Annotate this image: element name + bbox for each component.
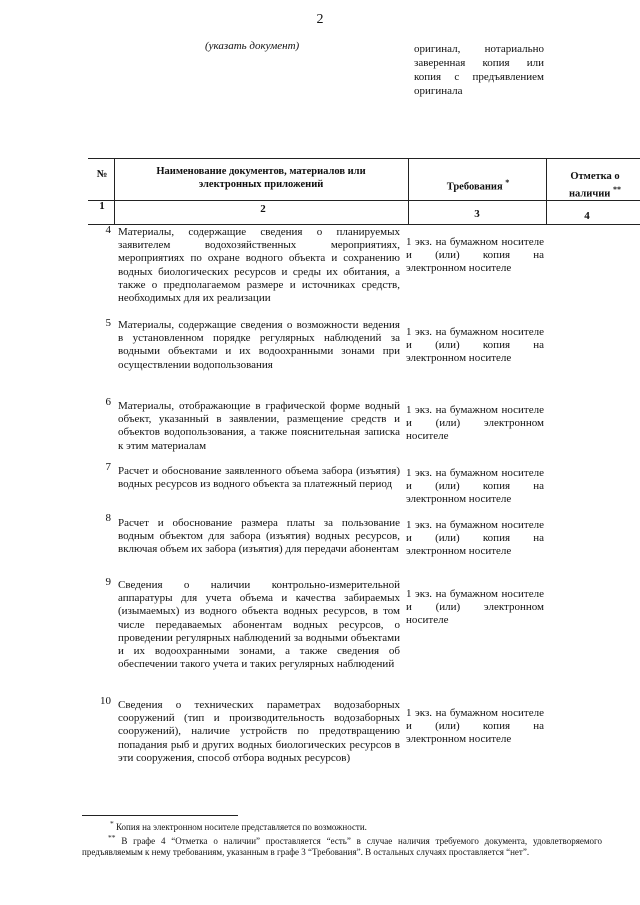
indicate-document-note: (указать документ) <box>205 40 300 52</box>
row-description: Материалы, содержащие сведения о планируемых заявителем водохозяйственных мероприятиях, мероприятиях по охране водного объекта и сохранению водных биологических ресурсов и среды их обитания, а также о предполагаемом размере и источниках средств, необходимых для их реализации <box>118 226 400 305</box>
col-divider-2 <box>408 158 409 224</box>
row-requirement: 1 экз. на бумажном носителе и (или) копия на электронном носителе <box>406 707 544 746</box>
footnote-1: * Копия на электронном носителе представляется по возможности. <box>110 819 367 832</box>
header-num: № <box>96 169 108 180</box>
col-divider-3 <box>546 158 547 224</box>
row-number: 9 <box>105 576 111 588</box>
header-name: Наименование документов, материалов или электронных приложений <box>156 166 366 190</box>
row-requirement: 1 экз. на бумажном носителе и (или) копия на электронном носителе <box>406 326 544 365</box>
row-requirement: 1 экз. на бумажном носителе и (или) электронном носителе <box>406 404 544 443</box>
row-description: Расчет и обоснование размера платы за пользование водным объектом для забора (изъятия) водных ресурсов, включая объем их забора (изъятия) для передачи абонентам <box>118 517 400 556</box>
column-number-1: 1 <box>99 200 105 212</box>
row-number: 5 <box>105 317 111 329</box>
row-requirement: 1 экз. на бумажном носителе и (или) копия на электронном носителе <box>406 236 544 275</box>
column-number-3: 3 <box>474 208 480 220</box>
footnote-separator <box>82 815 238 816</box>
row-number: 8 <box>105 512 111 524</box>
col-divider-1 <box>114 158 115 224</box>
page-number: 2 <box>316 12 324 27</box>
row-description: Сведения о технических параметрах водозаборных сооружений (тип и производительность водозаборных сооружений), наличие устройств по предотвращению попадания рыб и других водных биологических ресурсов в эти сооружения, способ отбора водных ресурсов) <box>118 699 400 764</box>
footnote-2: ** В графе 4 “Отметка о наличии” проставляется “есть” в случае наличия требуемого документа, удовлетворяемого предъявляемым к нему требованиям, указанным в графе 3 “Требования”. В остальных случаях проставляется “нет”. <box>82 833 603 857</box>
row-number: 7 <box>105 461 111 473</box>
row-description: Сведения о наличии контрольно-измерительной аппаратуры для учета объема и качества забираемых (изымаемых) из водного объекта водных ресурсов, в том числе передаваемых абонентам водных ресурсов, о проведении регулярных наблюдений за водными объектами и их водоохранными зонами, а также сведения об обеспечении такого учета и таких регулярных наблюдений <box>118 579 400 671</box>
header-requirements: Требования * <box>446 178 510 193</box>
row-number: 6 <box>105 396 111 408</box>
table-top-border <box>88 158 640 159</box>
row-description: Расчет и обоснование заявленного объема забора (изъятия) водных ресурсов из водного объекта за платежный период <box>118 465 400 491</box>
row-description: Материалы, отображающие в графической форме водный объект, указанный в заявлении, размещение средств и объектов водопользования, а также пояснительная записка к этим материалам <box>118 400 400 452</box>
row-number: 4 <box>105 224 111 236</box>
row-number: 10 <box>100 695 111 707</box>
row-requirement: 1 экз. на бумажном носителе и (или) копия на электронном носителе <box>406 467 544 506</box>
header-presence: Отметка о наличии ** <box>569 171 621 200</box>
row-description: Материалы, содержащие сведения о возможности ведения в установленном порядке регулярных наблюдений за водными объектами и их водоохранными зонами при осуществлении водопользования <box>118 319 400 371</box>
number-row-bottom-border <box>88 224 640 225</box>
row-requirement: 1 экз. на бумажном носителе и (или) копия на электронном носителе <box>406 519 544 558</box>
column-number-2: 2 <box>260 203 266 215</box>
original-copy-note: оригинал, нотариально заверенная копия или копия с предъявлением оригинала <box>414 43 544 97</box>
row-requirement: 1 экз. на бумажном носителе и (или) электронном носителе <box>406 588 544 627</box>
column-number-4: 4 <box>584 210 590 222</box>
